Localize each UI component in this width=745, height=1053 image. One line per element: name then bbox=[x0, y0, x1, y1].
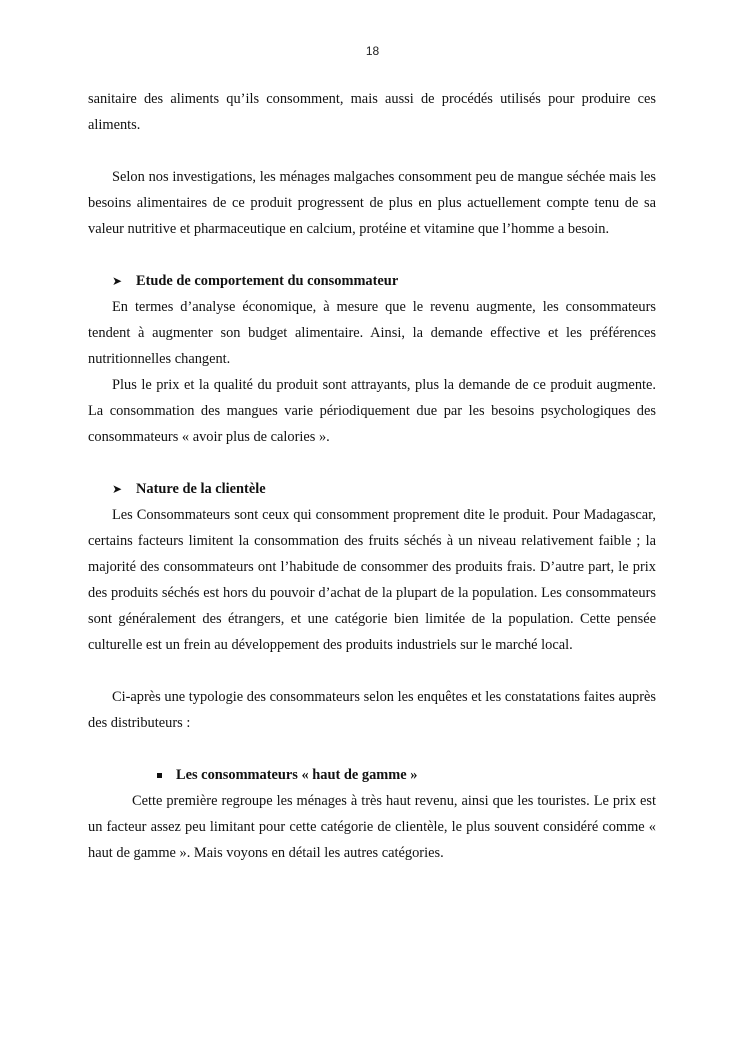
subheading-text: Les consommateurs « haut de gamme » bbox=[176, 767, 418, 783]
paragraph-analyse-economique: En termes d’analyse économique, à mesure que le revenu augmente, les consommateurs tendent à augmenter son budget alimentaire. Ainsi, la demande effective et les préférences nutritionnelles changent. bbox=[88, 299, 656, 367]
spacer bbox=[88, 658, 656, 684]
paragraph-consommateurs: Les Consommateurs sont ceux qui consomment proprement dite le produit. Pour Madagascar, certains facteurs limitent la consommation des fruits séchés à un niveau relativement faible ; la majorité des consommateurs ont l’habitude de consommer des produits frais. D’autre part, le prix des produits séchés est hors du pouvoir d’achat de la plupart de la population. Les consommateurs sont généralement des étrangers, et une catégorie bien limitée de la population. Cette pensée culturelle est un frein au développement des produits industriels sur le marché local. bbox=[88, 507, 656, 653]
spacer bbox=[88, 242, 656, 268]
heading-text: Nature de la clientèle bbox=[136, 481, 266, 497]
spacer bbox=[88, 736, 656, 762]
section-heading-comportement bbox=[88, 268, 656, 294]
spacer bbox=[88, 450, 656, 476]
subsection-heading-haut-de-gamme bbox=[88, 762, 656, 788]
paragraph-sanitaire: sanitaire des aliments qu’ils consomment, mais aussi de procédés utilisés pour produire ces aliments. bbox=[88, 91, 656, 133]
paragraph-haut-de-gamme: Cette première regroupe les ménages à très haut revenu, ainsi que les touristes. Le prix est un facteur assez peu limitant pour cette catégorie de clientèle, le plus souvent considéré comme « haut de gamme ». Mais voyons en détail les autres catégories. bbox=[88, 793, 656, 861]
paragraph-typologie: Ci-après une typologie des consommateurs selon les enquêtes et les constatations faites auprès des distributeurs : bbox=[88, 689, 656, 731]
paragraph-prix-qualite: Plus le prix et la qualité du produit sont attrayants, plus la demande de ce produit augmente. La consommation des mangues varie périodiquement due par les besoins psychologiques des consommateurs « avoir plus de calories ». bbox=[88, 377, 656, 445]
arrow-bullet-icon: ➤ bbox=[112, 482, 123, 496]
spacer bbox=[88, 138, 656, 164]
page-number: 18 bbox=[365, 44, 380, 58]
section-heading-clientele bbox=[88, 476, 656, 502]
arrow-bullet-icon: ➤ bbox=[112, 274, 123, 288]
square-bullet-icon bbox=[157, 773, 162, 778]
paragraph-investigations: Selon nos investigations, les ménages malgaches consomment peu de mangue séchée mais les besoins alimentaires de ce produit progressent de plus en plus actuellement compte tenu de sa valeur nutritive et pharmaceutique en calcium, protéine et vitamine que l’homme a besoin. bbox=[88, 169, 656, 237]
document-body bbox=[88, 86, 656, 866]
heading-text: Etude de comportement du consommateur bbox=[136, 273, 399, 289]
